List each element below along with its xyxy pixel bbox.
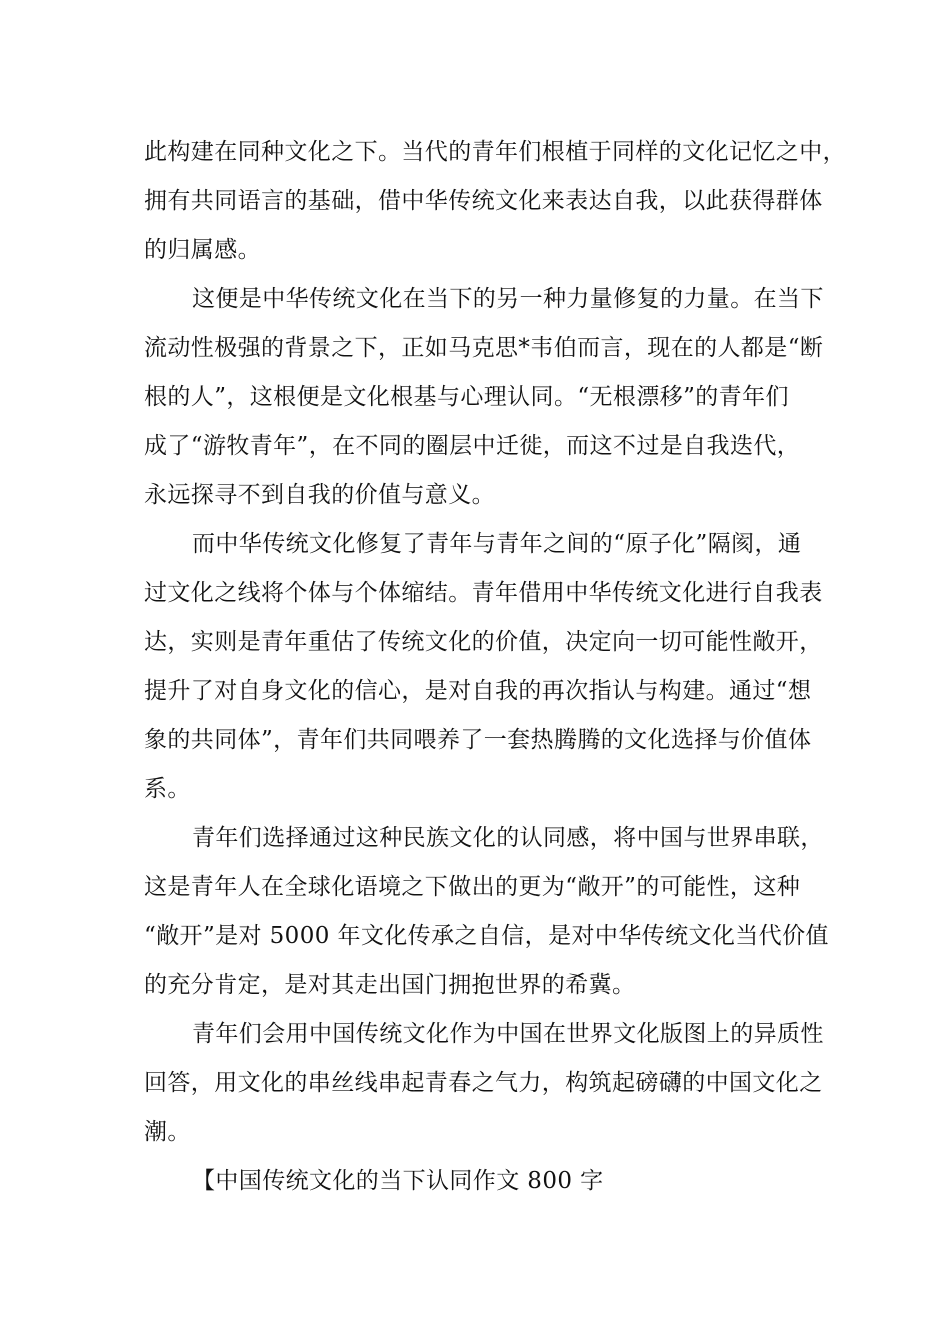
text-line: 达，实则是青年重估了传统文化的价值，决定向一切可能性敞开， xyxy=(144,629,823,655)
document-body xyxy=(144,128,846,1206)
text-line: 流动性极强的背景之下，正如马克思*韦伯而言，现在的人都是“断 xyxy=(144,335,824,361)
text-line: 潮。 xyxy=(144,1119,191,1145)
paragraph-3 xyxy=(144,520,823,814)
text-line: 的充分肯定，是对其走出国门拥抱世界的希冀。 xyxy=(144,972,636,998)
text-line: 这是青年人在全球化语境之下做出的更为“敞开”的可能性，这种 xyxy=(144,874,801,900)
text-line: 青年们会用中国传统文化作为中国在世界文化版图上的异质性 xyxy=(192,1021,824,1047)
text-line: 此构建在同种文化之下。当代的青年们根植于同样的文化记忆之中， xyxy=(144,139,846,165)
text-line: 成了“游牧青年”，在不同的圈层中迁徙，而这不过是自我迭代， xyxy=(144,433,801,459)
text-line: 【中国传统文化的当下认同作文 800 字 xyxy=(192,1168,604,1194)
text-line: 的归属感。 xyxy=(144,237,261,263)
text-line: 永远探寻不到自我的价值与意义。 xyxy=(144,482,495,508)
text-line: 这便是中华传统文化在当下的另一种力量修复的力量。在当下 xyxy=(192,286,824,312)
paragraph-1 xyxy=(144,128,846,275)
text-line: 过文化之线将个体与个体缩结。青年借用中华传统文化进行自我表 xyxy=(144,580,823,606)
paragraph-5 xyxy=(144,1010,824,1157)
paragraph-6 xyxy=(144,1157,809,1206)
text-line: 提升了对自身文化的信心，是对自我的再次指认与构建。通过“想 xyxy=(144,678,812,704)
text-line: 而中华传统文化修复了青年与青年之间的“原子化”隔阂，通 xyxy=(192,531,802,557)
text-line: 青年们选择通过这种民族文化的认同感，将中国与世界串联， xyxy=(192,825,824,851)
text-line: 根的人”，这根便是文化根基与心理认同。“无根漂移”的青年们 xyxy=(144,384,789,410)
text-line: 系。 xyxy=(144,776,191,802)
text-line: 拥有共同语言的基础，借中华传统文化来表达自我，以此获得群体 xyxy=(144,188,823,214)
text-line: “敞开”是对 5000 年文化传承之自信，是对中华传统文化当代价值 xyxy=(144,923,829,949)
text-line: 回答，用文化的串丝线串起青春之气力，构筑起磅礴的中国文化之 xyxy=(144,1070,823,1096)
paragraph-2 xyxy=(144,275,824,520)
text-line: 象的共同体”，青年们共同喂养了一套热腾腾的文化选择与价值体 xyxy=(144,727,812,753)
paragraph-4 xyxy=(144,814,829,1010)
